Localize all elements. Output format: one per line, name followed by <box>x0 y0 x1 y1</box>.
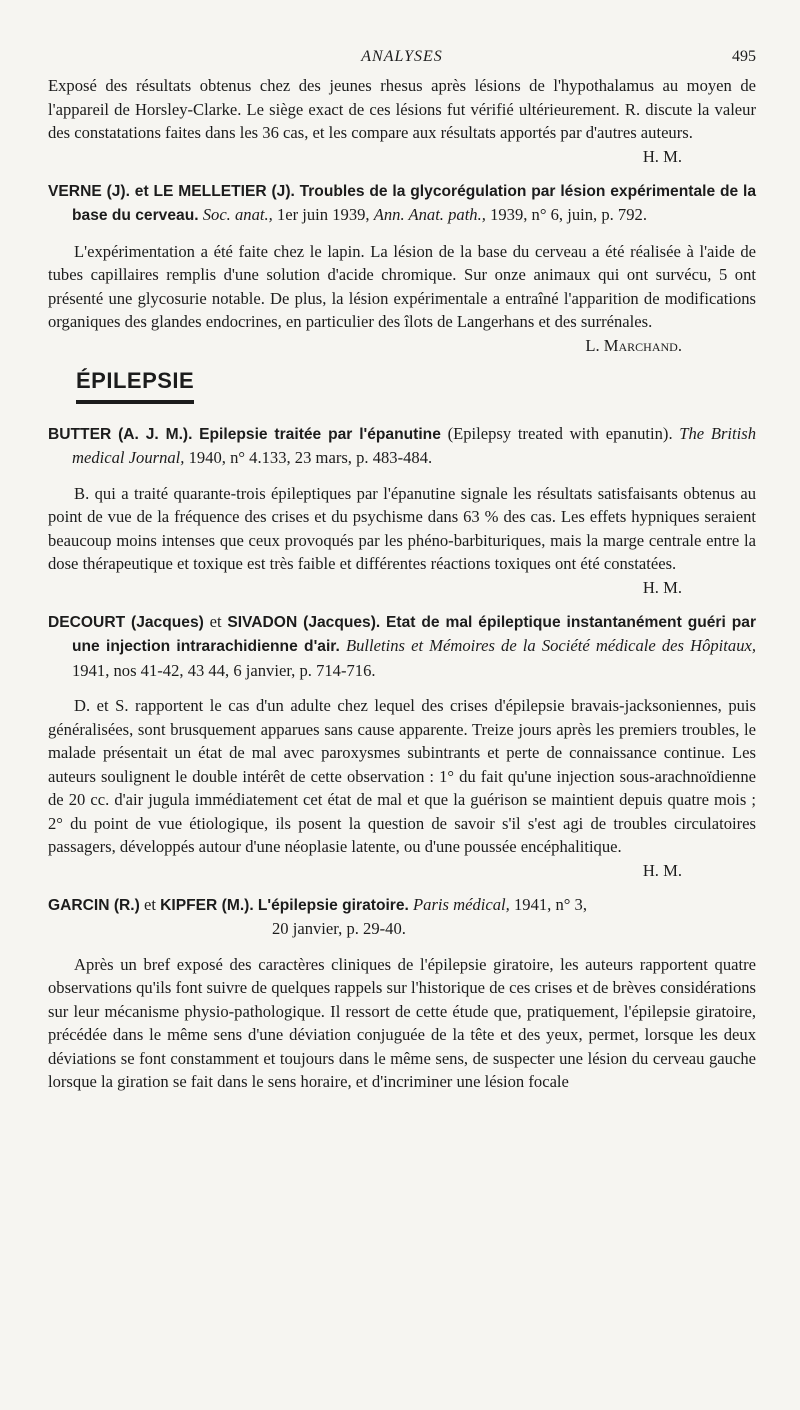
entry-garcin-abstract: Après un bref exposé des caractères cliniques de l'épilepsie giratoire, les auteurs rapportent quatre observations qu'ils font suivre de quelques rappels sur l'historique de ces crises et de brèves considérations sur leur mécanisme physio-pathologique. Il ressort de cette étude que, pratiquement, l'épilepsie giratoire, précédée dans le même sens d'une déviation conjuguée de la tête et des yeux, permet, lorsque les deux déviations se font constamment et toujours dans le même sens, de suspecter une lésion du cerveau gauche lorsque la giration se fait dans le sens horaire, et d'incriminer une lésion focale <box>48 954 756 1091</box>
intro-paragraph <box>48 74 756 166</box>
entry-butter-authors: BUTTER (A. J. M.). <box>48 425 193 443</box>
entry-verne-authors: VERNE (J). et LE MELLETIER (J). <box>48 182 295 200</box>
entry-decourt-signature: H. M. <box>642 860 682 880</box>
entry-decourt-author2: SIVADON (Jacques). <box>227 613 381 631</box>
entry-verne-heading <box>48 179 756 228</box>
entry-butter-title: Epilepsie traitée par l'épanutine <box>199 425 441 443</box>
entry-butter-abstract: B. qui a traité quarante-trois épileptiques par l'épanutine signale les résultats satisfaisants obtenus au point de vue de la fréquence des crises et du psychisme dans 63 % des cas. Les effets hypniques seraient beaucoup moins intenses que ceux provoqués par les phéno-barbituriques, mais la marge centrale entre la dose thérapeutique et toxique est très faible et différentes réactions toxiques ont été constatées. <box>48 483 756 573</box>
entry-verne-journal1: Soc. anat., <box>202 205 273 224</box>
entry-decourt-heading <box>48 610 756 683</box>
entry-garcin-author2: KIPFER (M.). <box>160 896 254 914</box>
entry-butter-subtitle: (Epilepsy treated with epanutin). <box>447 423 673 443</box>
entry-decourt-abstract-block <box>48 694 756 880</box>
page-number: 495 <box>732 48 756 65</box>
entry-decourt-conj: et <box>209 611 222 631</box>
entry-garcin-citation-a: 1941, n° 3, <box>513 894 587 914</box>
entry-decourt-citation: 1941, nos 41-42, 43 44, 6 janvier, p. 714-716. <box>72 660 376 680</box>
entry-butter-citation: 1940, n° 4.133, 23 mars, p. 483-484. <box>188 448 433 467</box>
entry-butter-heading <box>48 422 756 470</box>
entry-verne-signature: L. Marchand. <box>585 335 682 355</box>
entry-garcin-author1: GARCIN (R.) <box>48 896 140 914</box>
entry-garcin-heading <box>48 893 756 918</box>
running-title: ANALYSES <box>361 48 443 65</box>
entry-verne-journal2: Ann. Anat. path., <box>373 205 486 224</box>
entry-verne-citation1: 1er juin 1939, <box>276 205 370 224</box>
entry-garcin-citation-line <box>48 917 756 941</box>
entry-verne-title: Troubles de la glycorégulation par lésion expérimentale de la base du cerveau. <box>72 182 757 224</box>
entry-garcin-title: L'épilepsie giratoire. <box>257 896 409 914</box>
entry-garcin-conj: et <box>143 894 156 914</box>
entry-garcin-journal: Paris médical, <box>413 894 510 914</box>
entry-decourt-abstract: D. et S. rapportent le cas d'un adulte chez lequel des crises d'épilepsie bravais-jacksoniennes, puis généralisées, sont brusquement apparues sans cause apparente. Treize jours après les premiers troubles, le malade présentait un état de mal avec paroxysmes subintrants et perte de connaissance continue. Les auteurs soulignent le double intérêt de cette observation : 1° du fait qu'une injection sous-arachnoïdienne de 20 cc. d'air jugula immédiatement cet état de mal et que la guérison se maintient depuis quatre mois ; 2° du point de vue étiologique, ils posent la question de savoir s'il s'est agi de troubles circulatoires passagers, développés autour d'une néoplasie latente, ou d'une poussée encéphalitique. <box>48 696 756 856</box>
entry-decourt-author1: DECOURT (Jacques) <box>48 613 204 631</box>
section-title: ÉPILEPSIE <box>76 368 194 404</box>
intro-text: Exposé des résultats obtenus chez des jeunes rhesus après lésions de l'hypothalamus au moyen de l'appareil de Horsley-Clarke. Le siège exact de ces lésions fut vérifié ultérieurement. R. discute la valeur des constatations faites dans les 36 cas, et les compare aux résultats apportés par d'autres auteurs. <box>48 76 756 142</box>
entry-verne-abstract: L'expérimentation a été faite chez le lapin. La lésion de la base du cerveau a été réalisée à l'aide de tubes capillaires remplis d'une solution d'acide chromique. Sur onze animaux qui ont survécu, 5 ont présenté une glycosurie notable. De plus, la lésion expérimentale a entraîné l'apparition de modifications organiques des glandes endocrines, en particulier des îlots de Langerhans et des surrénales. <box>48 241 756 331</box>
entry-garcin-citation-b: 20 janvier, p. 29-40. <box>272 919 406 938</box>
entry-butter-journal: The British medical Journal, <box>72 423 757 467</box>
journal-page <box>48 48 756 1094</box>
running-header <box>48 48 756 74</box>
entry-verne-abstract-block <box>48 240 756 355</box>
entry-butter-abstract-block <box>48 482 756 597</box>
entry-decourt-journal: Bulletins et Mémoires de la Société médicale des Hôpitaux, <box>345 636 757 655</box>
entry-verne-citation2: 1939, n° 6, juin, p. 792. <box>490 205 647 224</box>
intro-signature: H. M. <box>642 146 682 166</box>
entry-garcin-abstract-block <box>48 953 756 1094</box>
entry-butter-signature: H. M. <box>642 577 682 597</box>
entry-decourt-title: Etat de mal épileptique instantanément guéri par une injection intrarachidienne d'air. <box>72 613 757 655</box>
